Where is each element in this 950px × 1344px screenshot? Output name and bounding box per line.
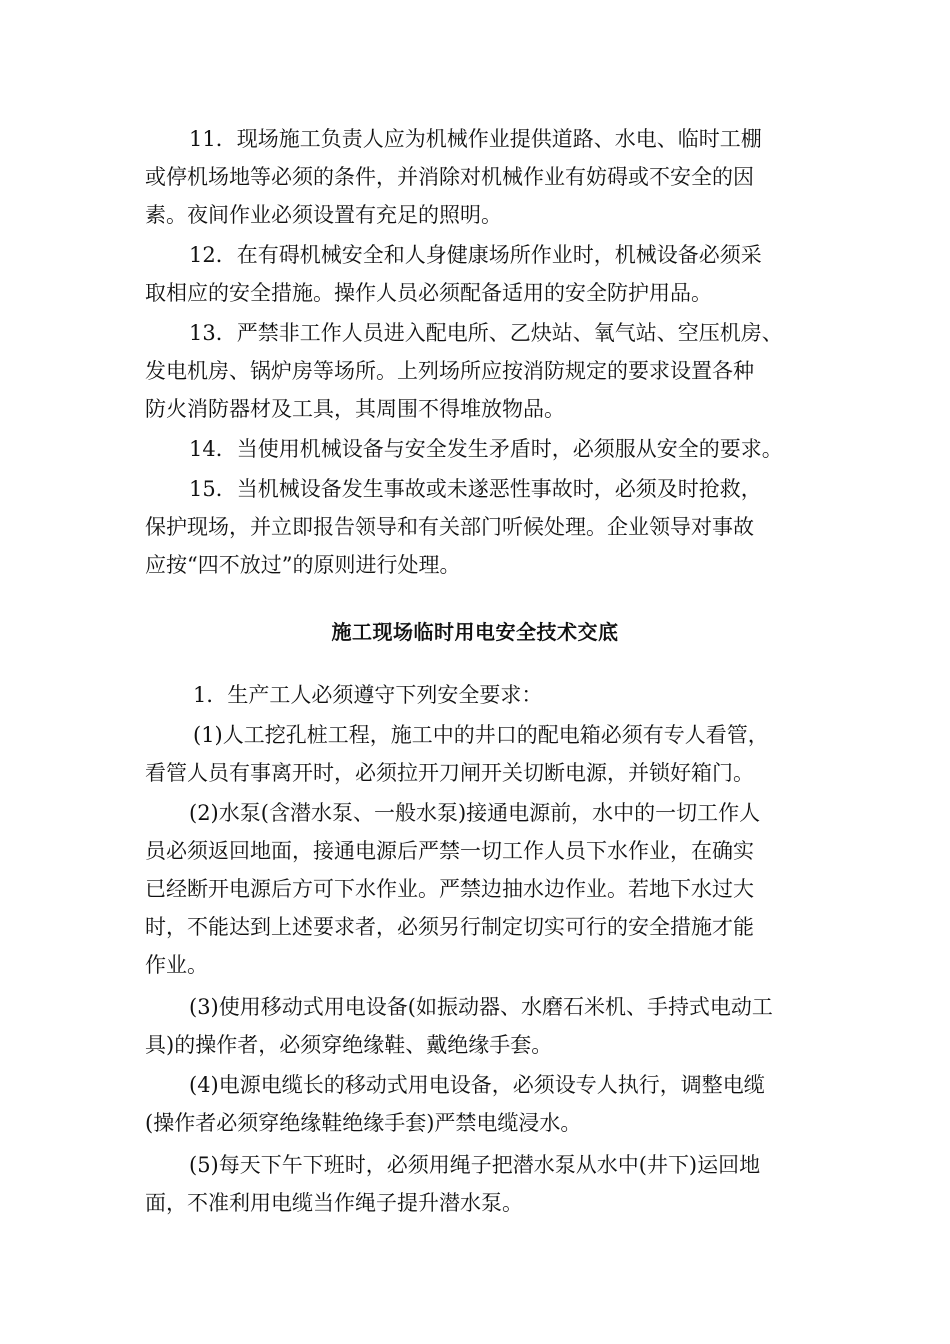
- paragraph-item-1: [145, 716, 810, 792]
- text-line: 员必须返回地面，接通电源后严禁一切工作人员下水作业，在确实: [145, 839, 754, 863]
- text-line: 看管人员有事离开时，必须拉开刀闸开关切断电源，并锁好箱门。: [145, 761, 754, 785]
- paragraph-15: [145, 470, 810, 584]
- text-line: 发电机房、锅炉房等场所。上列场所应按消防规定的要求设置各种: [145, 359, 754, 383]
- text-line: (3)使用移动式用电设备(如振动器、水磨石米机、手持式电动工: [189, 995, 773, 1019]
- text-line: 14．当使用机械设备与安全发生矛盾时，必须服从安全的要求。: [189, 437, 783, 461]
- text-line: (2)水泵(含潜水泵、一般水泵)接通电源前，水中的一切工作人: [189, 801, 761, 825]
- text-line: 防火消防器材及工具，其周围不得堆放物品。: [145, 397, 565, 421]
- paragraph-item-2: [145, 794, 810, 984]
- text-line: 或停机场地等必须的条件，并消除对机械作业有妨碍或不安全的因: [145, 165, 754, 189]
- text-line: 11．现场施工负责人应为机械作业提供道路、水电、临时工棚: [189, 127, 762, 151]
- paragraph-11: [145, 120, 810, 234]
- text-line: 素。夜间作业必须设置有充足的照明。: [145, 203, 502, 227]
- text-line: 具)的操作者，必须穿绝缘鞋、戴绝缘手套。: [145, 1033, 553, 1057]
- text-line: 作业。: [145, 953, 208, 977]
- paragraph-13: [145, 314, 810, 428]
- text-line: 12．在有碍机械安全和人身健康场所作业时，机械设备必须采: [189, 243, 762, 267]
- text-line: 面，不准利用电缆当作绳子提升潜水泵。: [145, 1191, 523, 1215]
- text-line: (5)每天下午下班时，必须用绳子把潜水泵从水中(井下)运回地: [189, 1153, 761, 1177]
- text-line: 取相应的安全措施。操作人员必须配备适用的安全防护用品。: [145, 281, 712, 305]
- text-line: 时，不能达到上述要求者，必须另行制定切实可行的安全措施才能: [145, 915, 754, 939]
- text-line: 13．严禁非工作人员进入配电所、乙炔站、氧气站、空压机房、: [189, 321, 783, 345]
- text-line: 保护现场，并立即报告领导和有关部门听候处理。企业领导对事故: [145, 515, 754, 539]
- paragraph-14: [145, 430, 810, 468]
- text-line: 已经断开电源后方可下水作业。严禁边抽水边作业。若地下水过大: [145, 877, 754, 901]
- text-line: 15．当机械设备发生事故或未遂恶性事故时，必须及时抢救，: [189, 477, 762, 501]
- section-heading: 施工现场临时用电安全技术交底: [331, 620, 619, 644]
- text-line: (4)电源电缆长的移动式用电设备，必须设专人执行，调整电缆: [189, 1073, 765, 1097]
- text-line: (1)人工挖孔桩工程，施工中的井口的配电箱必须有专人看管，: [193, 723, 769, 747]
- paragraph-item-3: [145, 988, 810, 1064]
- paragraph-12: [145, 236, 810, 312]
- text-line: 应按“四不放过”的原则进行处理。: [145, 553, 461, 577]
- text-line: 1．生产工人必须遵守下列安全要求：: [193, 683, 543, 707]
- text-line: (操作者必须穿绝缘鞋绝缘手套)严禁电缆浸水。: [145, 1111, 582, 1135]
- paragraph-item-5: [145, 1146, 810, 1222]
- paragraph-item-4: [145, 1066, 810, 1142]
- paragraph-requirement-1: [145, 676, 810, 714]
